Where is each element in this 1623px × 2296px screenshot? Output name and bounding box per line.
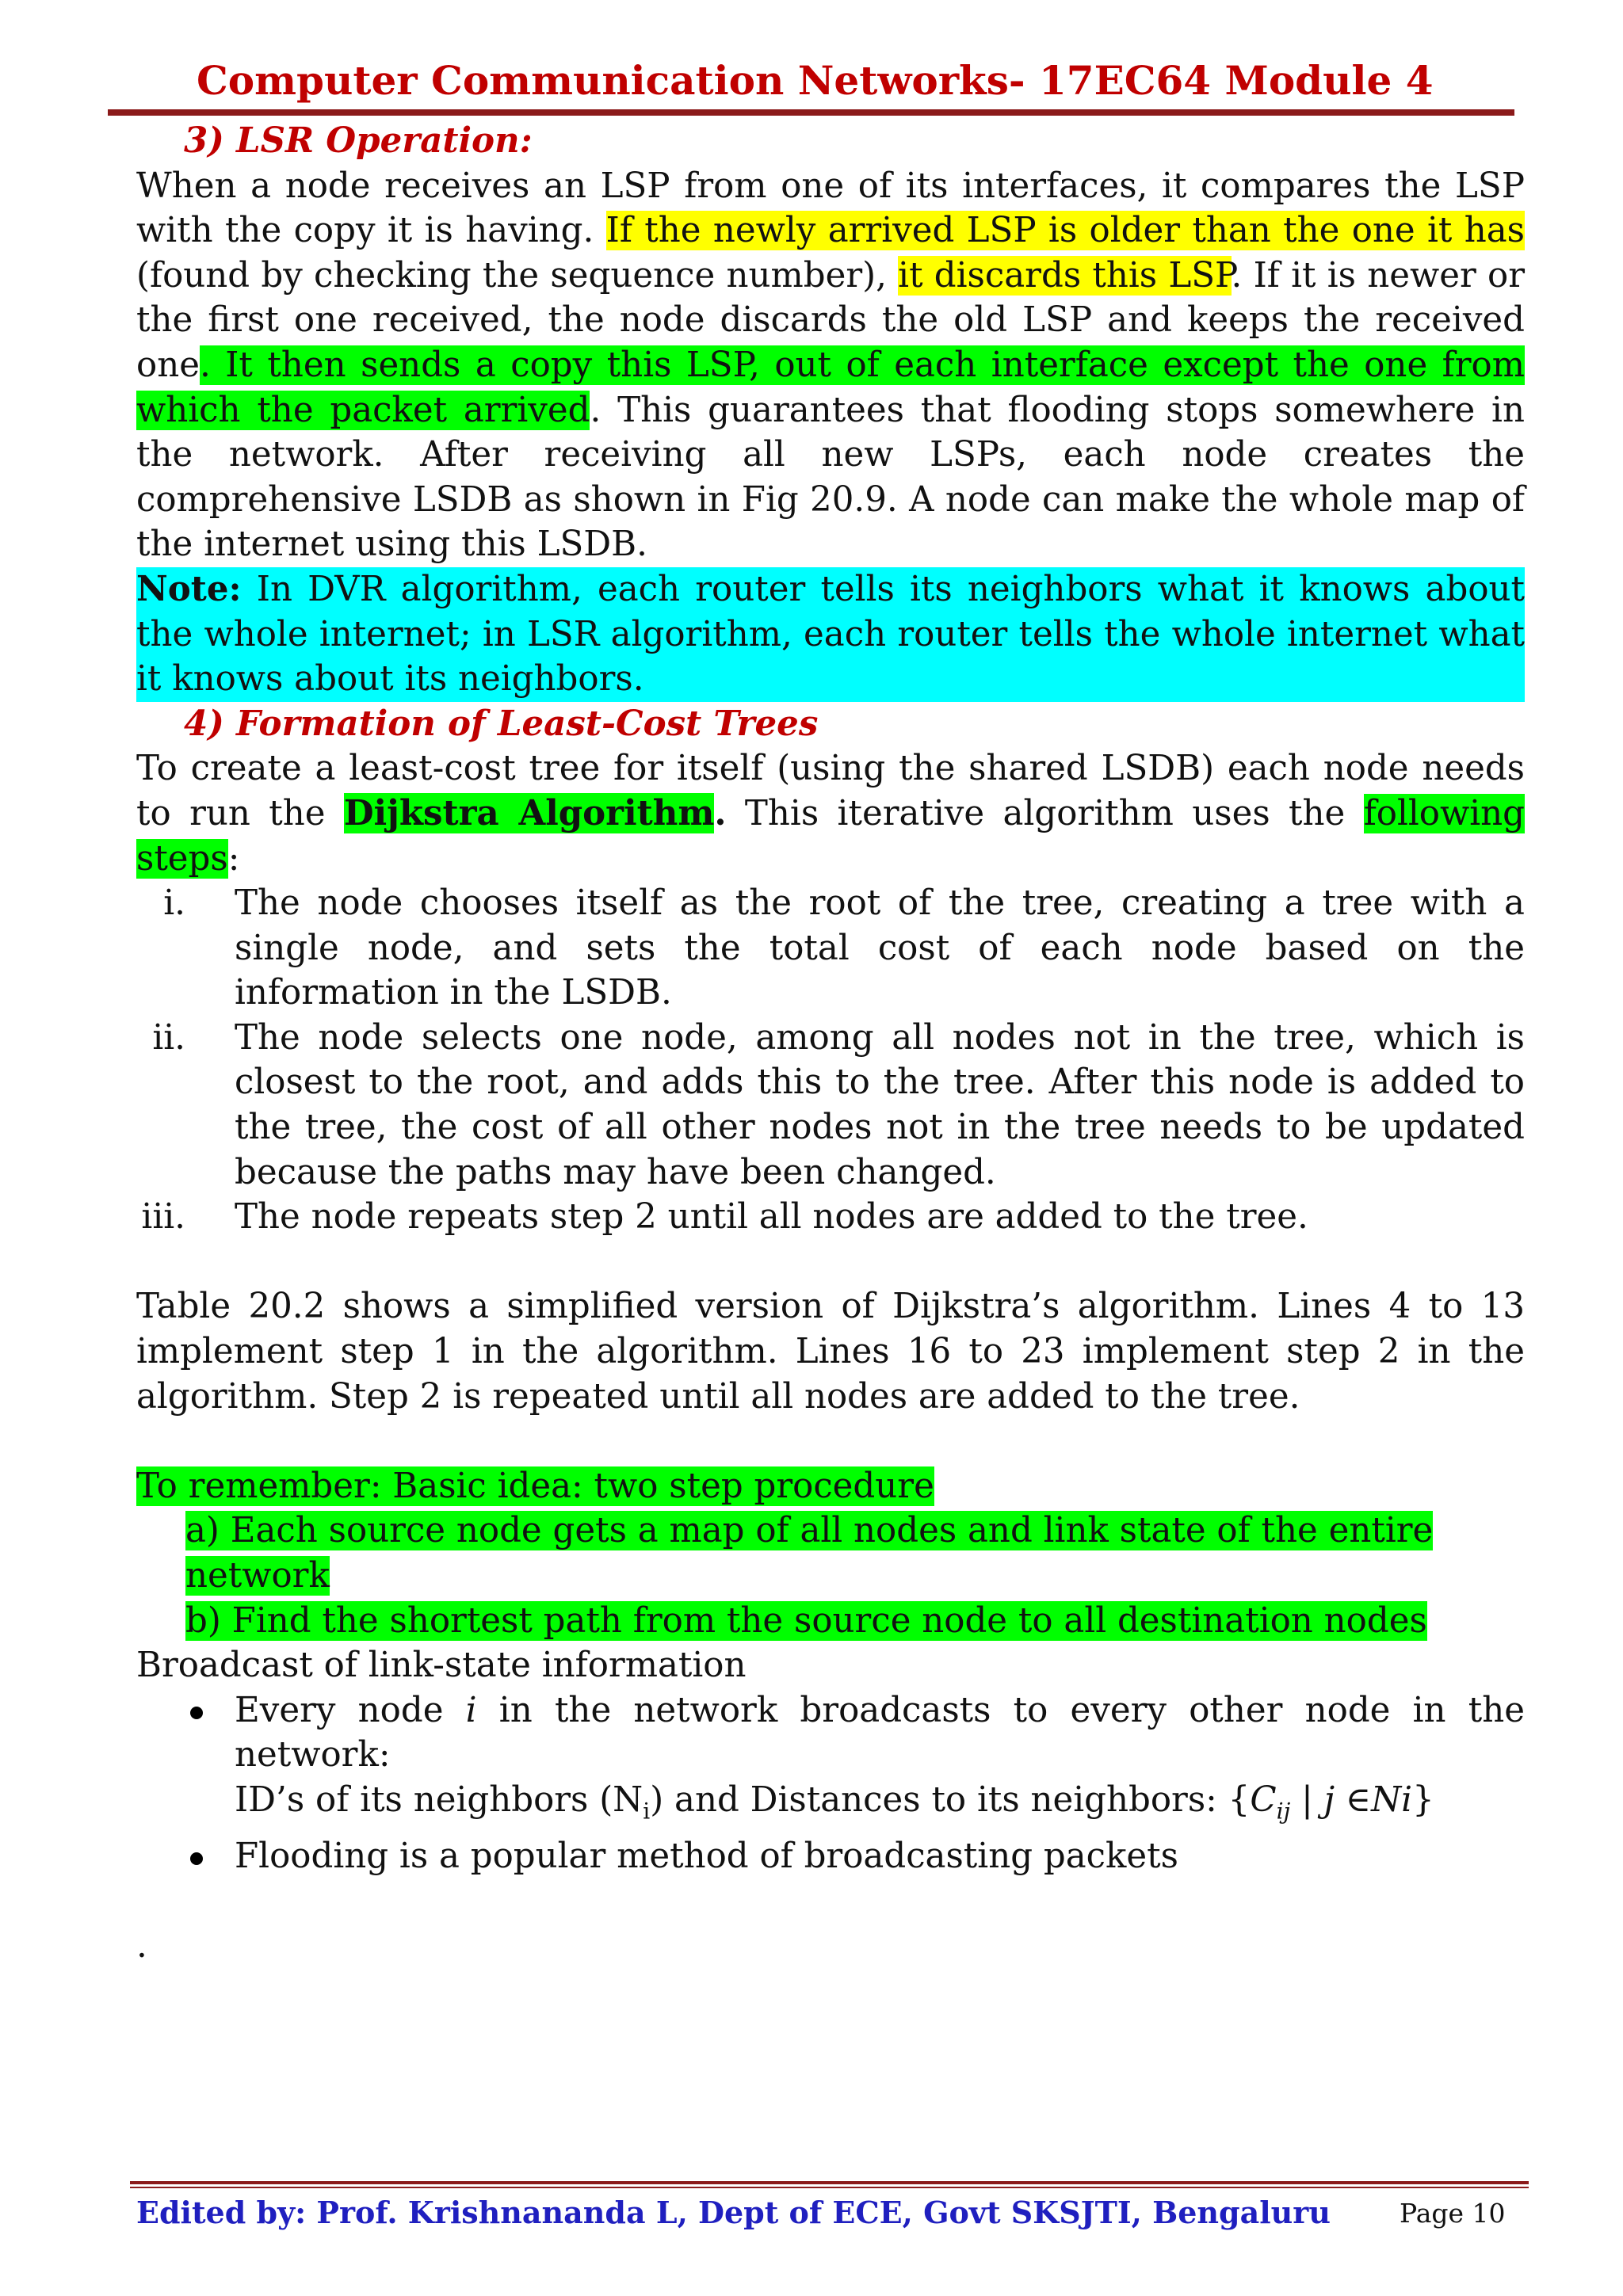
- spacer: [136, 1419, 1525, 1464]
- highlight-discards-lsp: it discards this LSP: [898, 255, 1232, 296]
- lsr-text-3: . If it is newer or the first one received, the node discards the old LSP and keeps the received one: [136, 255, 1526, 385]
- step-text: The node selects one node, among all nodes not in the tree, which is closest to the root, and adds this to the tree. After this node is added to the tree, the cost of all other nodes not in the tree needs to be updated because the paths may have been changed.: [235, 1017, 1525, 1192]
- subscript-i: i: [643, 1798, 651, 1825]
- set-membership: j ∈Ni: [1323, 1779, 1413, 1820]
- list-item: [136, 1195, 1525, 1240]
- to-remember-item-b-text: b) Find the shortest path from the source node to all destination nodes: [185, 1600, 1427, 1641]
- highlight-following-steps: following steps: [136, 793, 1525, 879]
- dijkstra-steps-list: [136, 881, 1525, 1240]
- bullet-text: in the network broadcasts to every other node in the network:: [235, 1690, 1526, 1775]
- list-item: [136, 1016, 1525, 1195]
- broadcast-bullet-list: [136, 1688, 1525, 1879]
- bullet-text: ) and Distances to its neighbors: {: [650, 1779, 1251, 1820]
- bullet-text: }: [1412, 1779, 1434, 1820]
- dijkstra-intro-paragraph: [136, 746, 1525, 881]
- note-text: In DVR algorithm, each router tells its neighbors what it knows about the whole internet; in LSR algorithm, each router tells the whole internet what it knows about its neighbors.: [136, 569, 1525, 700]
- spacer: [136, 1240, 1525, 1285]
- step-number: iii.: [141, 1197, 185, 1238]
- to-remember-title: [136, 1464, 1525, 1509]
- header-rule: [108, 109, 1514, 116]
- list-item: [136, 1688, 1525, 1834]
- bullet-text: ID’s of its neighbors (N: [235, 1779, 643, 1820]
- highlight-sends-copy: . It then sends a copy this LSP, out of each interface except the one from which the packet arrived: [136, 345, 1525, 430]
- step-text: The node repeats step 2 until all nodes are added to the tree.: [235, 1197, 1308, 1238]
- bullet-text: Every node: [235, 1690, 466, 1730]
- spacer: [136, 1879, 1525, 1924]
- list-item: [136, 881, 1525, 1016]
- lsr-operation-paragraph: [136, 164, 1525, 567]
- to-remember-item-b: [136, 1599, 1525, 1644]
- cost-subscript: ij: [1276, 1798, 1291, 1825]
- cost-symbol: C: [1250, 1779, 1277, 1820]
- broadcast-heading: Broadcast of link-state information: [136, 1646, 747, 1686]
- section-heading-least-cost-trees: 4) Formation of Least-Cost Trees: [184, 703, 819, 744]
- note-label: Note:: [136, 568, 242, 609]
- footer-editor-credit: Edited by: Prof. Krishnananda L, Dept of ECE, Govt SKSJTI, Bengaluru: [136, 2195, 1331, 2230]
- note-paragraph: [136, 567, 1525, 702]
- step-number: ii.: [152, 1017, 185, 1058]
- page-number: Page 10: [1400, 2198, 1506, 2229]
- page-header-title: Computer Communication Networks- 17EC64 Module 4: [197, 57, 1434, 104]
- intro-text-2: This iterative algorithm uses the: [726, 793, 1364, 833]
- highlight-dijkstra-algorithm: Dijkstra Algorithm: [343, 792, 715, 833]
- bullet-text: Flooding is a popular method of broadcasting packets: [235, 1836, 1178, 1877]
- stray-dot: .: [136, 1926, 147, 1966]
- to-remember-item-a: [136, 1508, 1525, 1598]
- lsr-text-2: (found by checking the sequence number),: [136, 255, 899, 296]
- to-remember-title-text: To remember: Basic idea: two step procedure: [136, 1466, 934, 1506]
- lsr-text-4: . This guarantees that flooding stops somewhere in the network. After receiving all new LSPs, each node creates the comprehensive LSDB as shown in Fig 20.9. A node can make the whole map of the internet using this LSDB.: [136, 390, 1525, 565]
- intro-text-2-dot: .: [714, 792, 727, 833]
- bullet-text-italic-i: i: [465, 1690, 477, 1730]
- highlight-older-lsp: If the newly arrived LSP is older than the one it has: [605, 211, 1526, 251]
- intro-text-3: :: [227, 838, 240, 879]
- list-item: [136, 1834, 1525, 1879]
- lsr-text-1: When a node receives an LSP from one of its interfaces, it compares the LSP with the copy it is having.: [136, 166, 1525, 251]
- step-number: i.: [163, 883, 185, 924]
- page-content: [136, 119, 1525, 1969]
- to-remember-block: [136, 1464, 1525, 1643]
- footer-rule-thin: [130, 2187, 1529, 2188]
- bullet-text: |: [1290, 1779, 1324, 1820]
- intro-text-1: To create a least-cost tree for itself (using the shared LSDB) each node needs to run the: [136, 749, 1525, 833]
- footer-rule: [130, 2181, 1529, 2184]
- table-description-paragraph: Table 20.2 shows a simplified version of Dijkstra’s algorithm. Lines 4 to 13 implement step 1 in the algorithm. Lines 16 to 23 implement step 2 in the algorithm. Step 2 is repeated until all nodes are added to the tree.: [136, 1287, 1525, 1417]
- section-heading-lsr-operation: 3) LSR Operation:: [184, 120, 533, 161]
- step-text: The node chooses itself as the root of the tree, creating a tree with a single node, and sets the total cost of each node based on the information in the LSDB.: [235, 883, 1525, 1013]
- bullet-icon: [190, 1688, 203, 1733]
- to-remember-item-a-text: a) Each source node gets a map of all nodes and link state of the entire network: [185, 1511, 1434, 1596]
- bullet-icon: [190, 1834, 203, 1879]
